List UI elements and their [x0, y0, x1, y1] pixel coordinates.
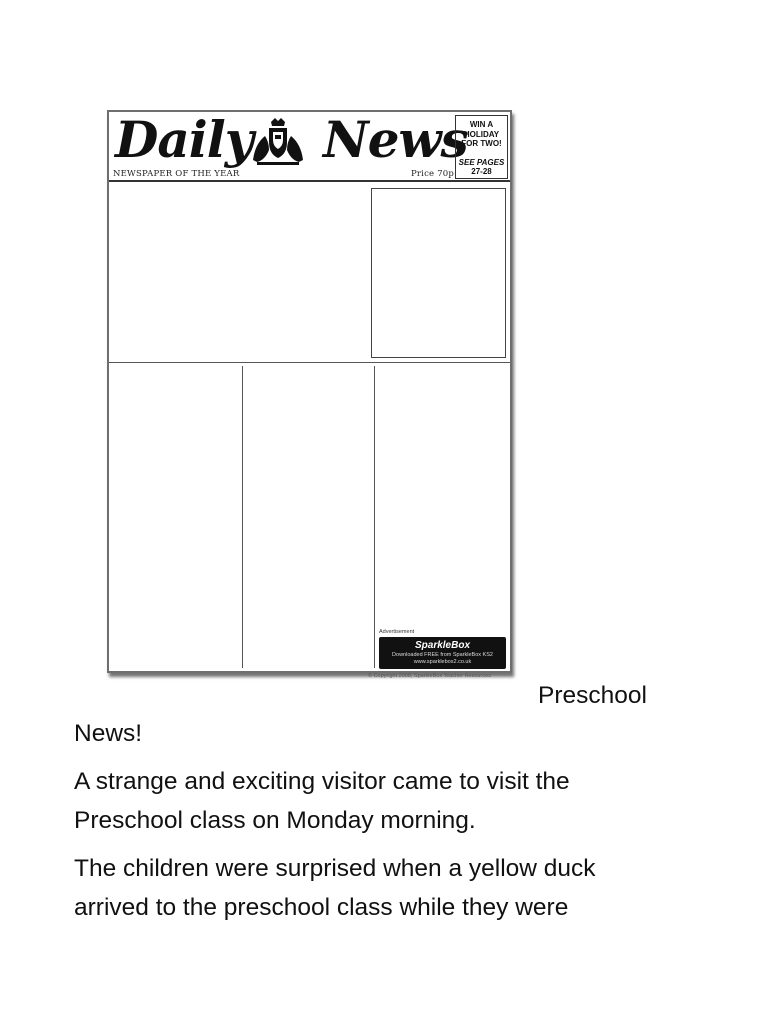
masthead-title-daily: Daily: [115, 110, 253, 169]
paragraph-line: A strange and exciting visitor came to visit the: [74, 768, 570, 795]
heading-preschool: Preschool: [538, 682, 647, 709]
promo-line: FOR TWO!: [461, 139, 502, 148]
heading-news: News!: [74, 720, 143, 747]
promo-see-pages: SEE PAGES: [458, 157, 505, 167]
tagline: NEWSPAPER OF THE YEAR: [113, 169, 240, 179]
photo-placeholder-box: [371, 188, 506, 358]
promo-line: HOLIDAY: [463, 129, 500, 139]
promo-page-numbers: 27-28: [471, 167, 492, 176]
copyright-notice: © Copyright 2008, SparkleBox Teacher Resources: [368, 673, 491, 679]
price-label: Price 70p: [411, 169, 455, 179]
section-divider: [109, 362, 510, 363]
advert-banner: [379, 637, 506, 669]
advert-brand: SparkleBox: [414, 640, 471, 651]
paragraph-line: Preschool class on Monday morning.: [74, 807, 476, 834]
column-divider: [374, 366, 375, 668]
promo-box: [455, 115, 508, 179]
advert-line: Downloaded FREE from SparkleBox KS2: [392, 652, 493, 658]
promo-line: WIN A: [469, 120, 494, 129]
paragraph-line: The children were surprised when a yellow duck: [74, 855, 596, 882]
advert-url: www.sparklebox2.co.uk: [413, 659, 472, 665]
masthead-title-news: News: [323, 110, 468, 169]
masthead: [109, 112, 510, 182]
column-divider: [242, 366, 243, 668]
paragraph: [74, 762, 714, 840]
paragraph-line: arrived to the preschool class while they were: [74, 894, 569, 921]
paragraph: [74, 849, 714, 927]
newspaper-template-image: [107, 110, 512, 673]
royal-crest-icon: [249, 116, 307, 166]
advert-label: Advertisement: [379, 629, 415, 635]
